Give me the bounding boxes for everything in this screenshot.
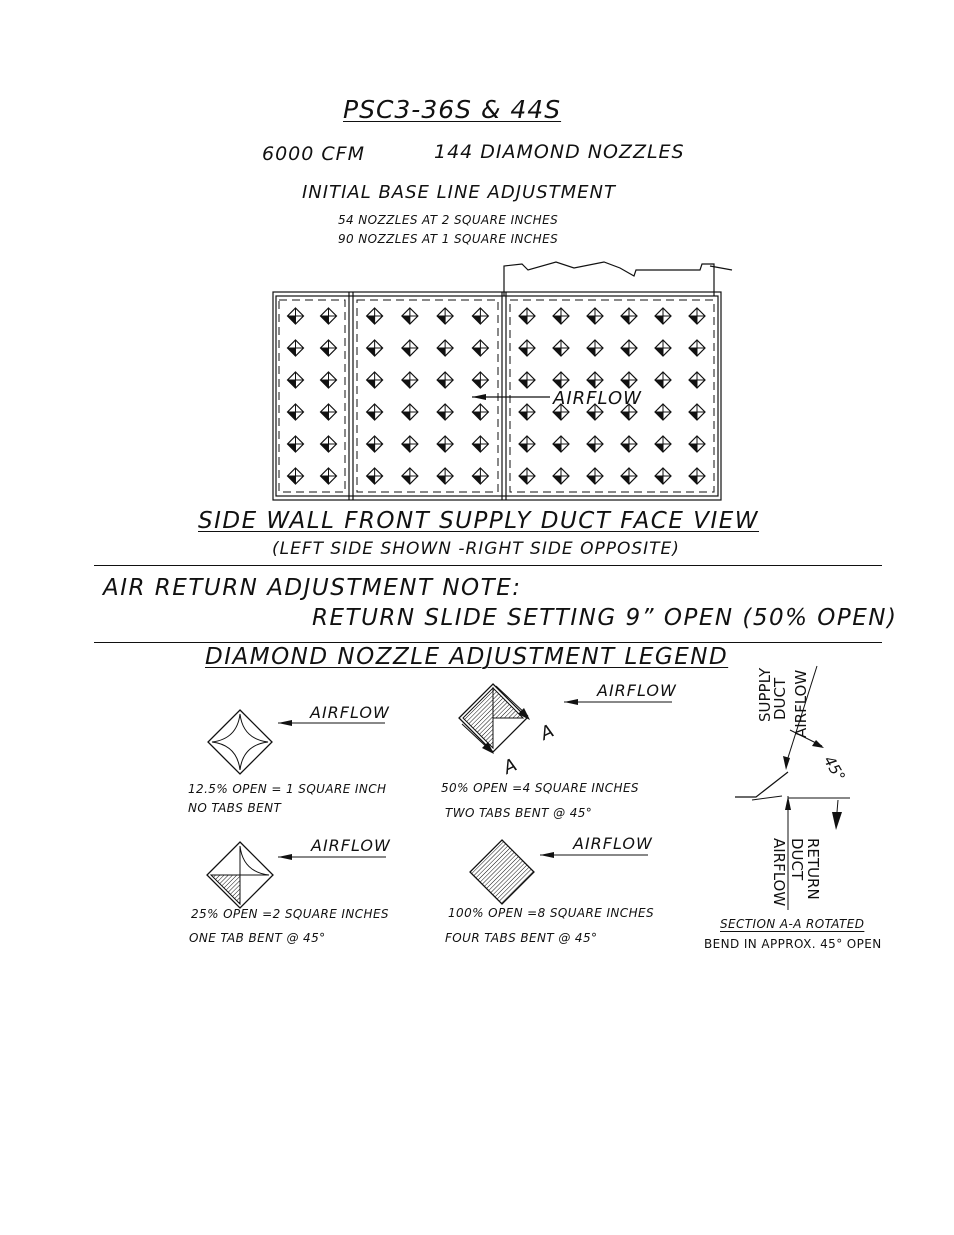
legend-2-tabs: TWO TABS BENT @ 45° bbox=[445, 806, 593, 820]
legend-2-open: 50% OPEN =4 SQUARE INCHES bbox=[441, 781, 639, 795]
legend-nozzle-2 bbox=[459, 681, 677, 779]
air-return-setting: RETURN SLIDE SETTING 9” OPEN (50% OPEN) bbox=[312, 605, 898, 631]
air-return-heading: AIR RETURN ADJUSTMENT NOTE: bbox=[103, 575, 522, 601]
legend-nozzle-3 bbox=[207, 836, 391, 908]
section-supply-line2: DUCT bbox=[771, 677, 789, 720]
legend-1-tabs: NO TABS BENT bbox=[188, 801, 282, 815]
legend-4-open: 100% OPEN =8 SQUARE INCHES bbox=[448, 906, 654, 920]
legend-4-airflow: AIRFLOW bbox=[573, 834, 653, 853]
legend-nozzle-4 bbox=[470, 834, 653, 904]
legend-4-tabs: FOUR TABS BENT @ 45° bbox=[445, 931, 598, 945]
legend-section-marker-a2: A bbox=[500, 754, 521, 779]
duct-airflow-label: AIRFLOW bbox=[553, 388, 642, 409]
section-supply-airflow: AIRFLOW bbox=[792, 669, 810, 738]
baseline-heading: INITIAL BASE LINE ADJUSTMENT bbox=[302, 182, 616, 203]
legend-nozzle-1 bbox=[208, 703, 390, 774]
section-supply-line1: SUPPLY bbox=[756, 667, 774, 722]
legend-1-open: 12.5% OPEN = 1 SQUARE INCH bbox=[188, 782, 387, 796]
section-return-line1: RETURN bbox=[804, 838, 822, 900]
cfm-label: 6000 CFM bbox=[262, 143, 365, 165]
legend-2-airflow: AIRFLOW bbox=[597, 681, 677, 700]
section-return-line2: DUCT bbox=[788, 838, 806, 881]
legend-3-open: 25% OPEN =2 SQUARE INCHES bbox=[191, 907, 389, 921]
legend-section-marker-a1: A bbox=[537, 720, 558, 745]
page-title: PSC3-36S & 44S bbox=[343, 95, 562, 124]
baseline-line-1: 54 NOZZLES AT 2 SQUARE INCHES bbox=[338, 213, 559, 227]
legend-3-tabs: ONE TAB BENT @ 45° bbox=[189, 931, 326, 945]
legend-1-airflow: AIRFLOW bbox=[310, 703, 390, 722]
duct-caption: SIDE WALL FRONT SUPPLY DUCT FACE VIEW bbox=[198, 508, 760, 534]
section-caption: SECTION A-A ROTATED bbox=[720, 917, 865, 931]
section-return-airflow: AIRFLOW bbox=[770, 838, 788, 907]
section-a-a-diagram bbox=[735, 666, 850, 910]
section-angle: 45° bbox=[819, 752, 849, 785]
nozzle-count-label: 144 DIAMOND NOZZLES bbox=[434, 141, 685, 163]
legend-heading: DIAMOND NOZZLE ADJUSTMENT LEGEND bbox=[205, 644, 729, 670]
duct-subcaption: (LEFT SIDE SHOWN -RIGHT SIDE OPPOSITE) bbox=[272, 539, 680, 559]
baseline-line-2: 90 NOZZLES AT 1 SQUARE INCHES bbox=[338, 232, 559, 246]
legend-3-airflow: AIRFLOW bbox=[311, 836, 391, 855]
section-note: BEND IN APPROX. 45° OPEN bbox=[704, 937, 882, 951]
